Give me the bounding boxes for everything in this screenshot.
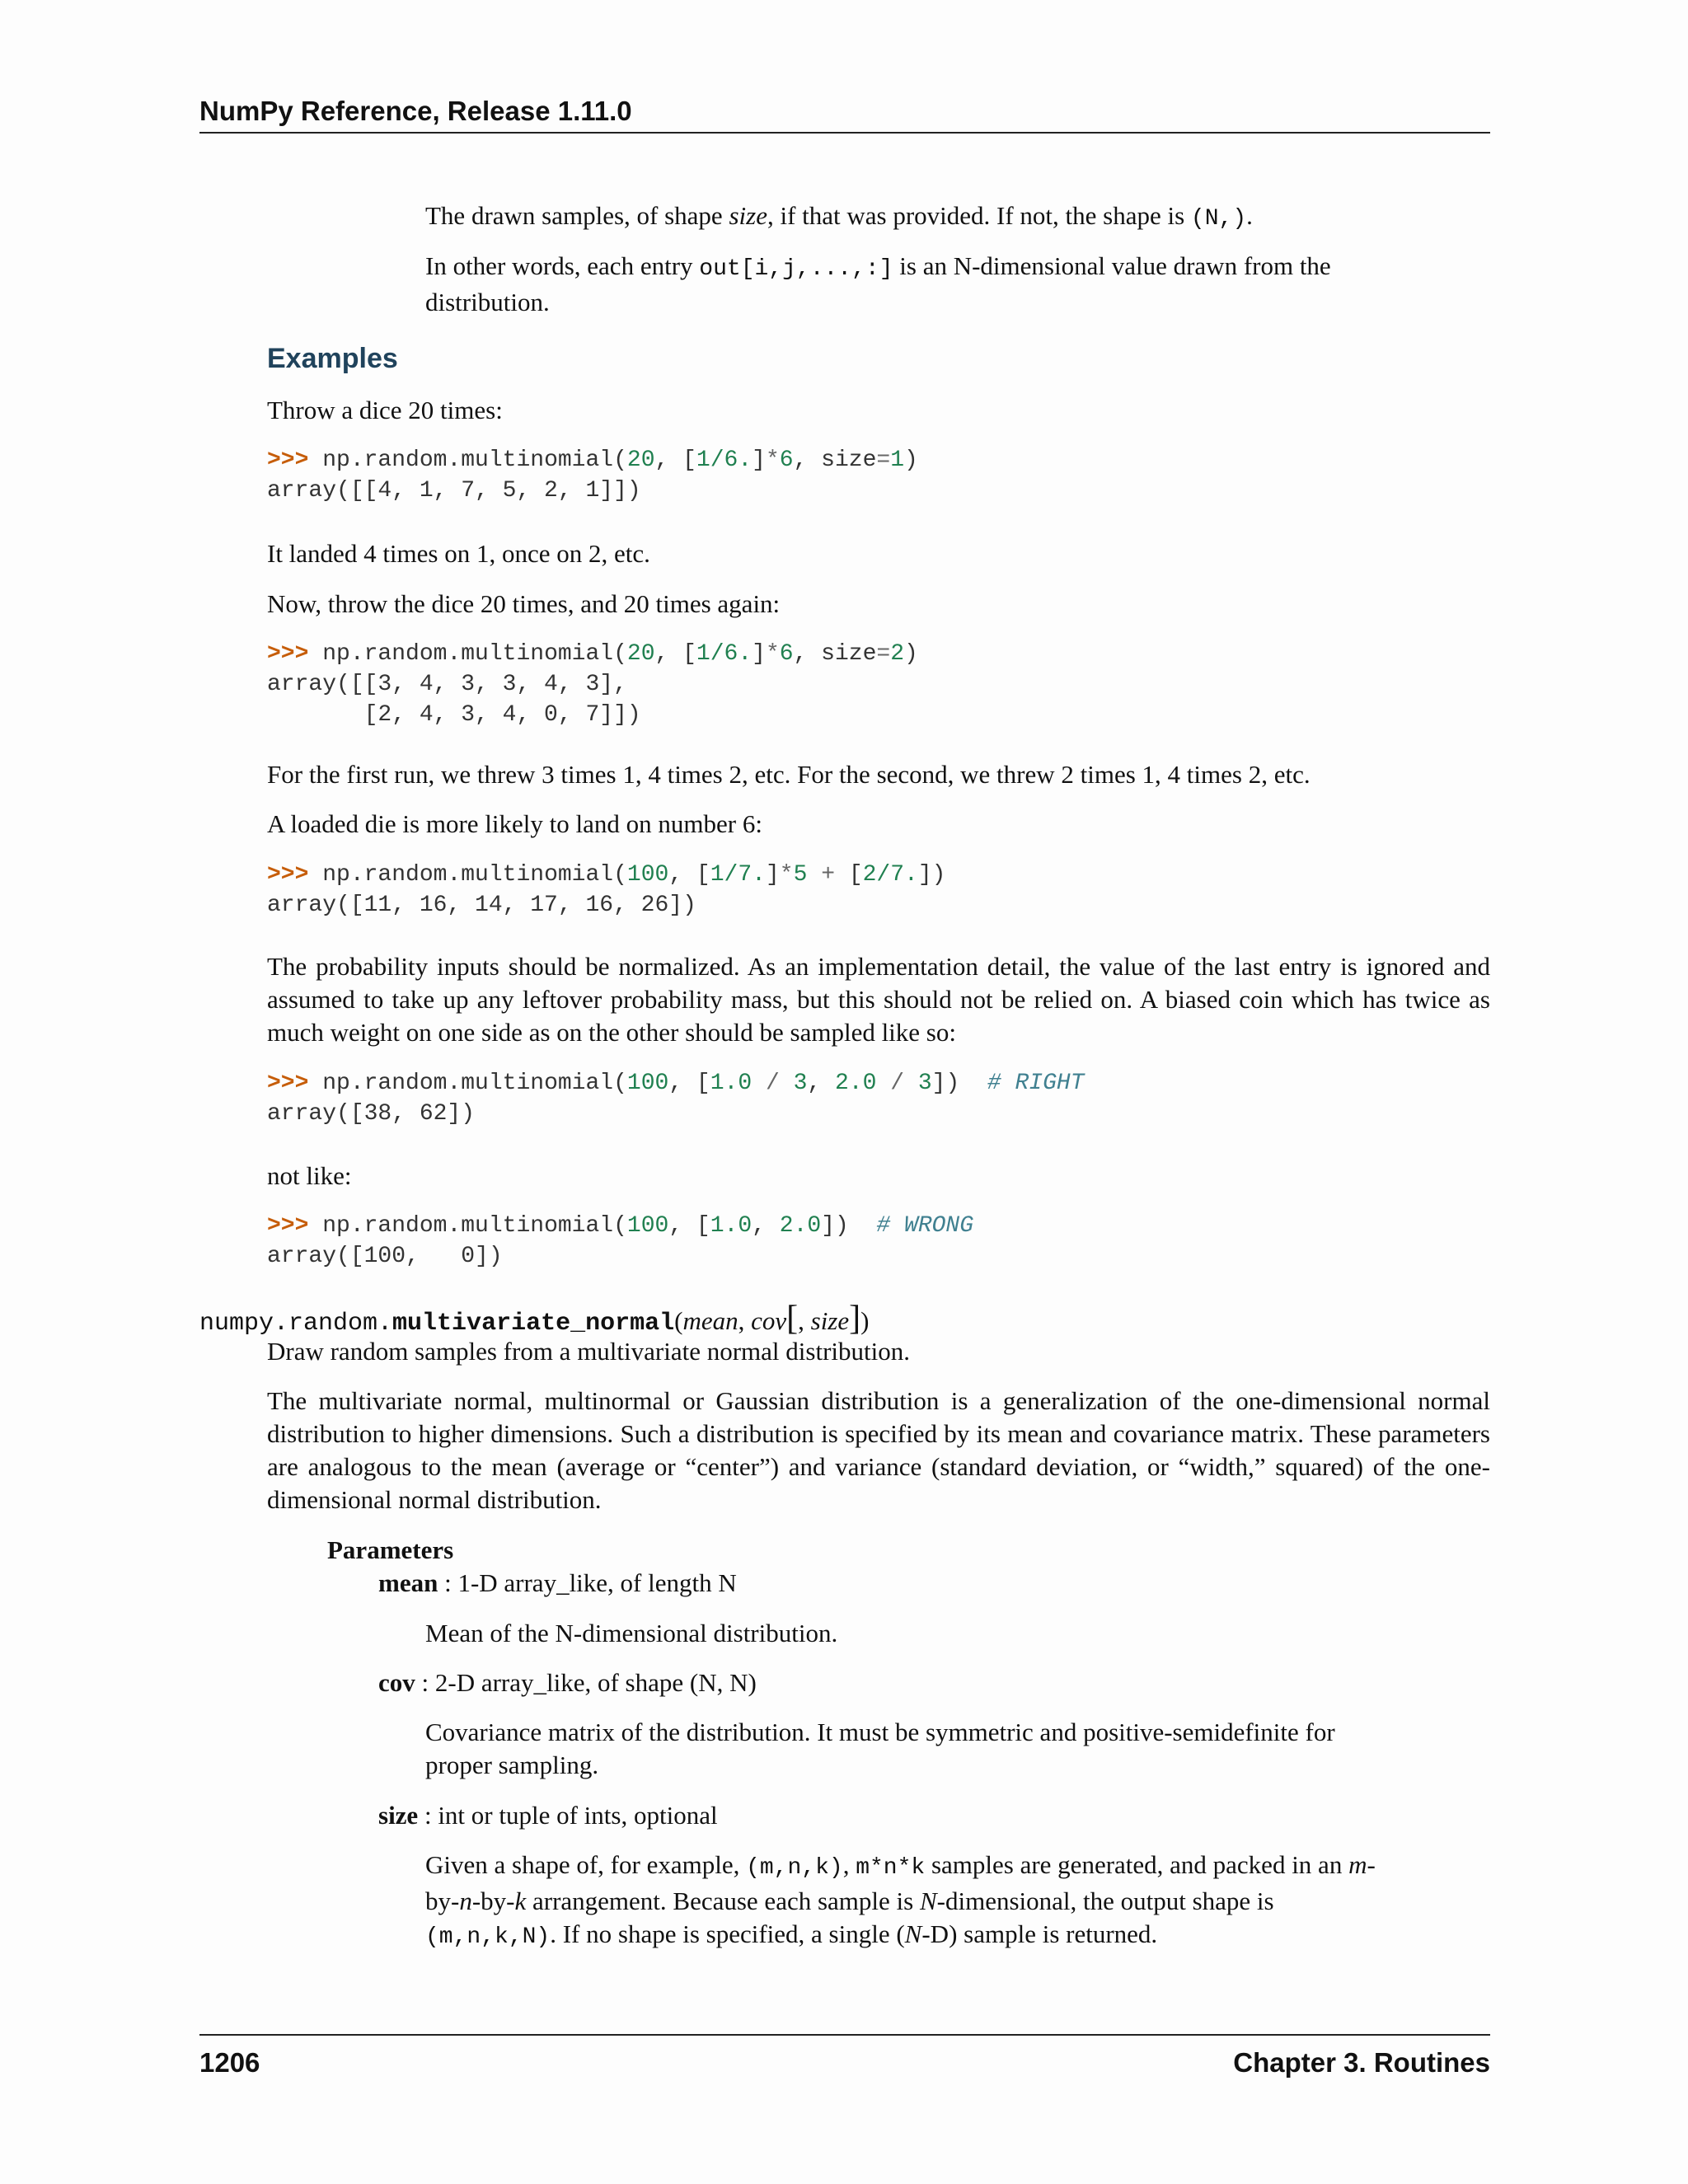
- function-signature: numpy.random.multivariate_normal(mean, cov[, size]): [199, 1300, 870, 1338]
- example-text-2: It landed 4 times on 1, once on 2, etc.: [267, 539, 650, 568]
- param-size: size : int or tuple of ints, optional: [378, 1801, 718, 1830]
- page-number: 1206: [199, 2047, 260, 2078]
- code-block-5: >>> np.random.multinomial(100, [1.0, 2.0]) # WRONG array([100, 0]): [267, 1213, 974, 1269]
- code-block-4: >>> np.random.multinomial(100, [1.0 / 3, 2.0 / 3]) # RIGHT array([38, 62]): [267, 1071, 1085, 1127]
- returns-line-2: In other words, each entry out[i,j,...,:] is an N-dimensional value drawn from the distribution.: [425, 251, 1331, 316]
- page-footer: [199, 2034, 1490, 2085]
- running-header: [199, 92, 1490, 134]
- examples-heading: Examples: [267, 343, 398, 374]
- code-block-3: >>> np.random.multinomial(100, [1/7.]*5 + [2/7.]) array([11, 16, 14, 17, 16, 26]): [267, 862, 946, 918]
- example-text-1: Throw a dice 20 times:: [267, 396, 503, 424]
- param-mean: mean : 1-D array_like, of length N: [378, 1568, 737, 1597]
- param-cov: cov : 2-D array_like, of shape (N, N): [378, 1668, 757, 1697]
- chapter-title: Chapter 3. Routines: [1233, 2047, 1490, 2078]
- example-text-4: For the first run, we threw 3 times 1, 4 times 2, etc. For the second, we threw 2 times 1, 4 times 2, etc.: [267, 760, 1311, 789]
- example-text-3: Now, throw the dice 20 times, and 20 times again:: [267, 589, 781, 618]
- param-mean-desc: Mean of the N-dimensional distribution.: [425, 1619, 838, 1647]
- param-size-desc: Given a shape of, for example, (m,n,k), m*n*k samples are generated, and packed in an m-by-n-by-k arrangement. Because each sample is N-dimensional, the output shape is (m,n,k,N). If no shape is specified, a single (N-D) sample is returned.: [425, 1850, 1376, 1950]
- header-title: NumPy Reference, Release 1.11.0: [199, 96, 632, 126]
- param-cov-desc: Covariance matrix of the distribution. It must be symmetric and positive-semidefinite for proper sampling.: [425, 1718, 1335, 1779]
- example-text-5: A loaded die is more likely to land on number 6:: [267, 809, 762, 838]
- function-name: multivariate_normal: [392, 1310, 675, 1338]
- returns-line-1: The drawn samples, of shape size, if that was provided. If not, the shape is (N,).: [425, 201, 1253, 232]
- code-block-1: >>> np.random.multinomial(20, [1/6.]*6, size=1) array([[4, 1, 7, 5, 2, 1]]): [267, 448, 918, 504]
- parameters-heading: Parameters: [327, 1535, 454, 1564]
- function-summary: Draw random samples from a multivariate normal distribution.: [267, 1337, 910, 1366]
- example-text-7: not like:: [267, 1161, 352, 1190]
- example-text-6: The probability inputs should be normalized. As an implementation detail, the value of the last entry is ignored and assumed to take up any leftover probability mass, but this should not be relied on. A biased coin which has twice as much weight on one side as on the other should be sampled like so:: [267, 952, 1490, 1047]
- function-description: The multivariate normal, multinormal or Gaussian distribution is a generalization of the one-dimensional normal distribution to higher dimensions. Such a distribution is specified by its mean and covariance matrix. These parameters are analogous to the mean (average or “center”) and variance (standard deviation, or “width,” squared) of the one-dimensional normal distribution.: [267, 1386, 1490, 1514]
- code-block-2: >>> np.random.multinomial(20, [1/6.]*6, size=2) array([[3, 4, 3, 3, 4, 3], [2, 4, 3, 4, 0, 7]]): [267, 641, 918, 728]
